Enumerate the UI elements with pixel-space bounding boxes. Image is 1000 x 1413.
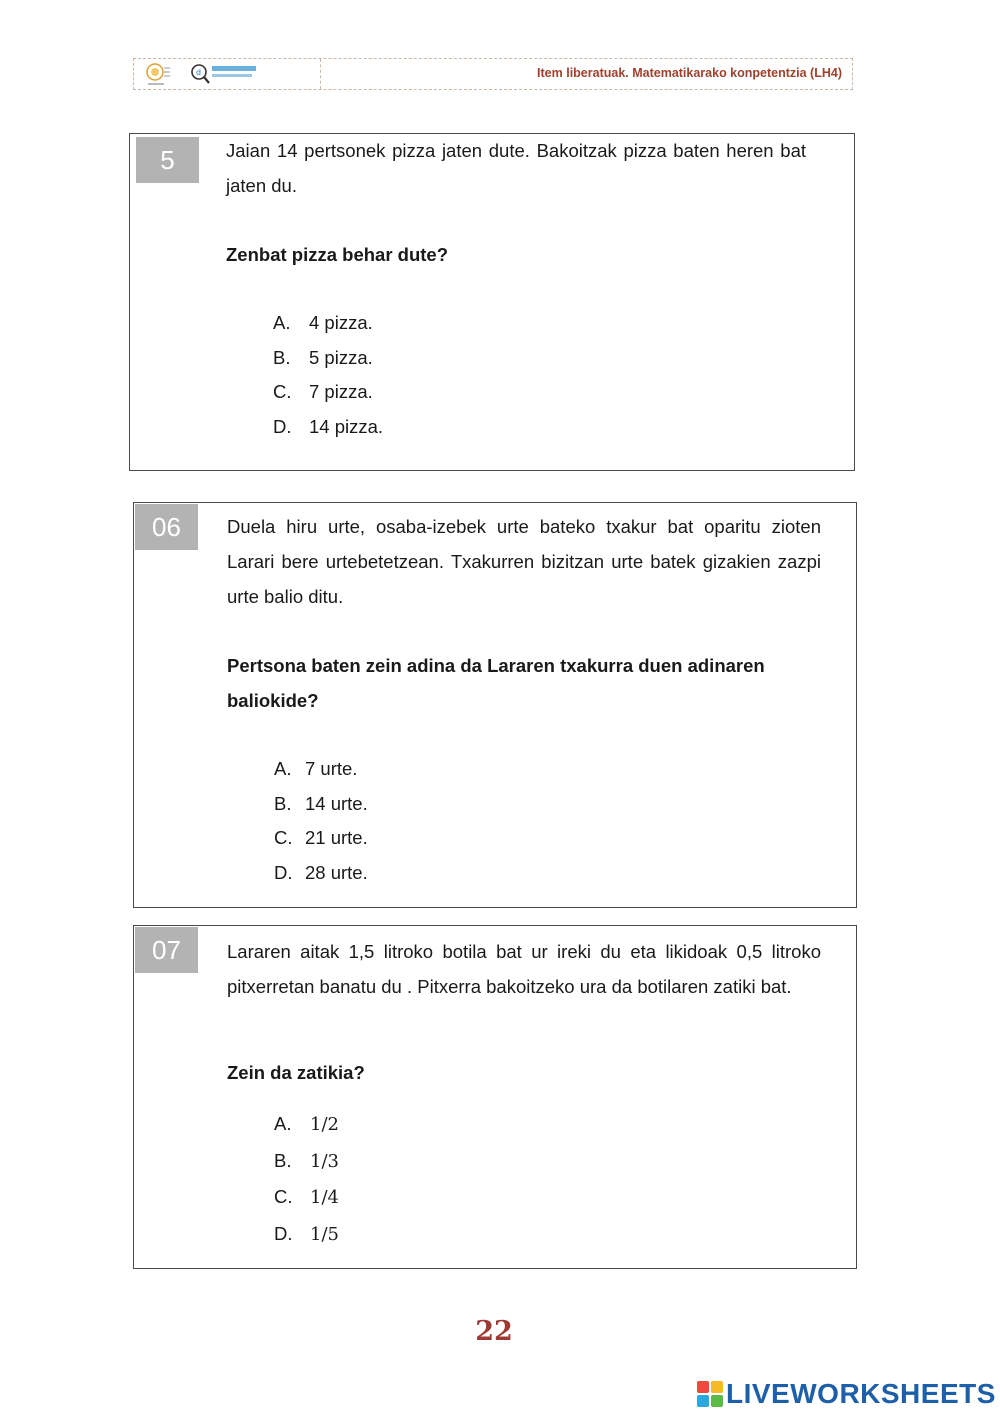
question-7-box [133, 925, 857, 1269]
option-d[interactable]: D. 1/5 [274, 1222, 339, 1245]
question-prompt: Zein da zatikia? [227, 1062, 365, 1083]
header-title: Item liberatuak. Matematikarako konpetentzia (LH4) [537, 66, 842, 80]
option-b[interactable]: B. 5 pizza. [273, 346, 373, 368]
liveworksheets-logo-icon [697, 1381, 723, 1407]
question-number-badge: 5 [136, 137, 199, 183]
option-a[interactable]: A. 1/2 [274, 1113, 339, 1135]
answer-options [273, 306, 383, 445]
option-d[interactable]: D. 14 pizza. [273, 416, 384, 438]
question-statement: Duela hiru urte, osaba-izebek urte bateko txakur bat oparitu zioten Larari bere urtebetetzean. Txakurren bizitzan urte batek gizakien zazpi urte balio ditu. [227, 516, 821, 607]
question-prompt: Pertsona baten zein adina da Lararen txakurra duen adinaren baliokide? [227, 655, 765, 711]
option-b[interactable]: B. 14 urte. [274, 792, 368, 814]
question-prompt: Zenbat pizza behar dute? [226, 244, 449, 265]
page-number: 22 [475, 1316, 513, 1347]
institution-logo-icon [142, 61, 172, 87]
evaluation-logo-icon [190, 62, 260, 86]
question-5-box [129, 133, 855, 471]
svg-text:d: d [196, 68, 202, 77]
liveworksheets-watermark [697, 1378, 996, 1410]
option-a[interactable]: A. 4 pizza. [273, 312, 373, 333]
answer-options [274, 1106, 339, 1252]
question-number-badge: 06 [135, 504, 198, 550]
question-number-badge: 07 [135, 927, 198, 973]
option-c[interactable]: C. 21 urte. [274, 827, 368, 849]
option-c[interactable]: C. 1/4 [274, 1186, 339, 1208]
option-d[interactable]: D. 28 urte. [274, 862, 368, 884]
header-logos [134, 59, 321, 89]
question-statement: Jaian 14 pertsonek pizza jaten dute. Bakoitzak pizza baten heren bat jaten du. [226, 140, 806, 196]
liveworksheets-wordmark: LIVEWORKSHEETS [726, 1378, 996, 1409]
option-c[interactable]: C. 7 pizza. [273, 381, 373, 403]
page-header [133, 58, 853, 90]
question-6-box [133, 502, 857, 908]
option-a[interactable]: A. 7 urte. [274, 758, 358, 779]
option-b[interactable]: B. 1/3 [274, 1149, 339, 1172]
answer-options [274, 752, 368, 891]
question-statement: Lararen aitak 1,5 litroko botila bat ur ireki du eta likidoak 0,5 litroko pitxerretan banatu du . Pitxerra bakoitzeko ura da botilaren zatiki bat. [227, 941, 821, 997]
